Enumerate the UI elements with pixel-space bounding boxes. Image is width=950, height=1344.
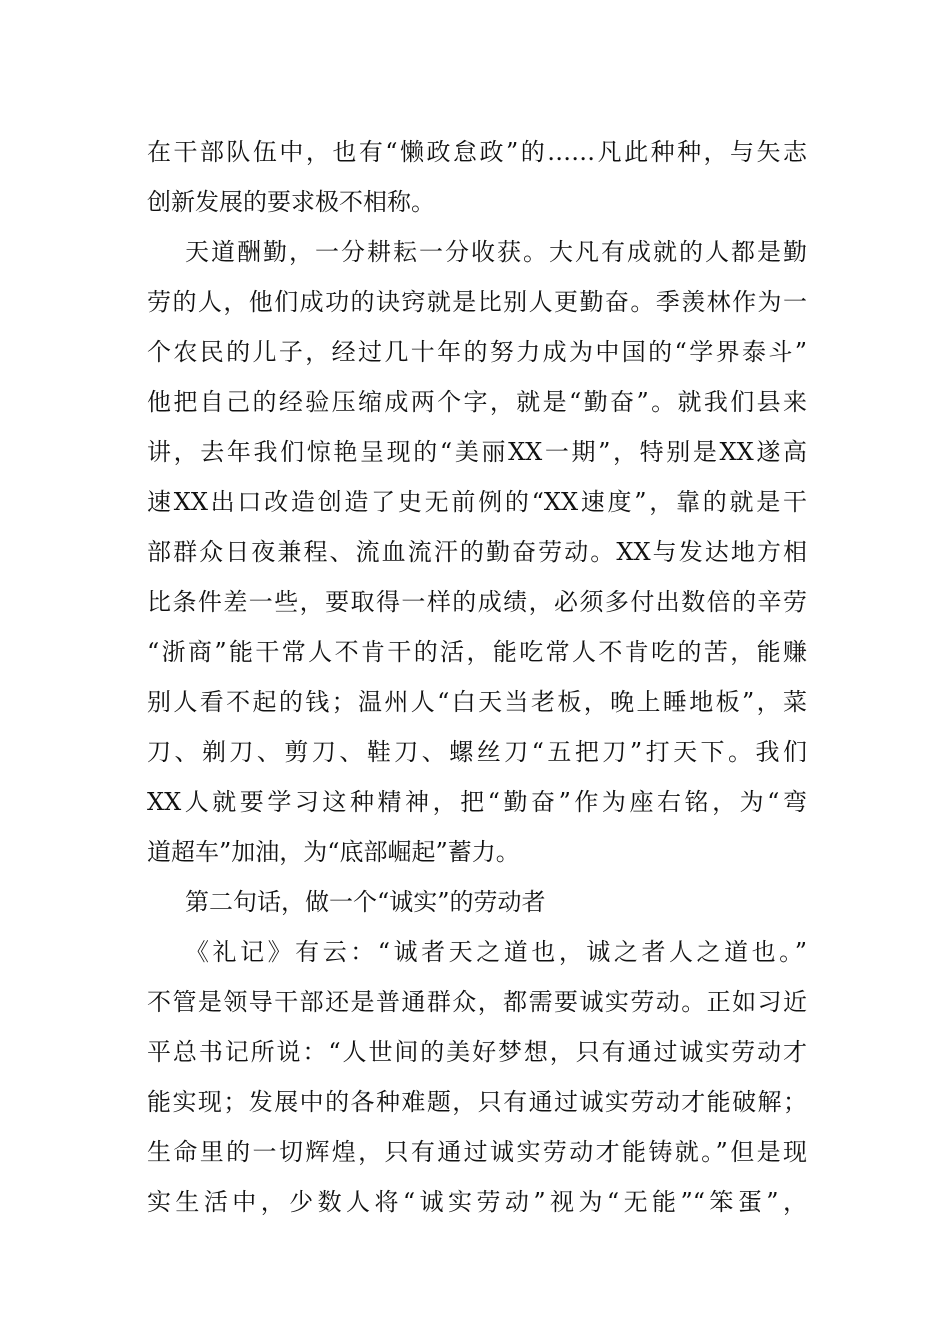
- text-line: 平总书记所说：“人世间的美好梦想，只有通过诚实劳动才: [147, 1038, 807, 1066]
- text-line: 生命里的一切辉煌，只有通过诚实劳动才能铸就。”但是现: [147, 1138, 807, 1166]
- section-heading: 第二句话，做一个“诚实”的劳动者: [185, 888, 546, 916]
- text-line: 他把自己的经验压缩成两个字，就是“勤奋”。就我们县来: [147, 388, 807, 416]
- text-line: “浙商”能干常人不肯干的活，能吃常人不肯吃的苦，能赚: [147, 638, 807, 666]
- text-line: 刀、剃刀、剪刀、鞋刀、螺丝刀“五把刀”打天下。我们: [147, 738, 807, 766]
- text-line: 能实现；发展中的各种难题，只有通过诚实劳动才能破解；: [147, 1088, 807, 1116]
- text-line: 创新发展的要求极不相称。: [147, 188, 435, 216]
- text-line: XX人就要学习这种精神，把“勤奋”作为座右铭，为“弯: [147, 788, 807, 816]
- paragraph-first-line: 《礼记》有云：“诚者天之道也，诚之者人之道也。”: [185, 938, 807, 966]
- text-line: 比条件差一些，要取得一样的成绩，必须多付出数倍的辛劳: [147, 588, 807, 616]
- text-line: 个农民的儿子，经过几十年的努力成为中国的“学界泰斗”: [147, 338, 807, 366]
- text-line: 实生活中，少数人将“诚实劳动”视为“无能”“笨蛋”，: [147, 1188, 807, 1216]
- paragraph-first-line: 天道酬勤，一分耕耘一分收获。大凡有成就的人都是勤: [185, 238, 807, 266]
- text-line: 道超车”加油，为“底部崛起”蓄力。: [147, 838, 520, 866]
- text-line: 不管是领导干部还是普通群众，都需要诚实劳动。正如习近: [147, 988, 807, 1016]
- text-line: 在干部队伍中，也有“懒政怠政”的……凡此种种，与矢志: [147, 138, 807, 166]
- text-line: 劳的人，他们成功的诀窍就是比别人更勤奋。季羡林作为一: [147, 288, 807, 316]
- text-line: 讲，去年我们惊艳呈现的“美丽XX一期”，特别是XX遂高: [147, 438, 807, 466]
- text-line: 速XX出口改造创造了史无前例的“XX速度”，靠的就是干: [147, 488, 807, 516]
- text-line: 部群众日夜兼程、流血流汗的勤奋劳动。XX与发达地方相: [147, 538, 807, 566]
- text-line: 别人看不起的钱；温州人“白天当老板，晚上睡地板”，菜: [147, 688, 807, 716]
